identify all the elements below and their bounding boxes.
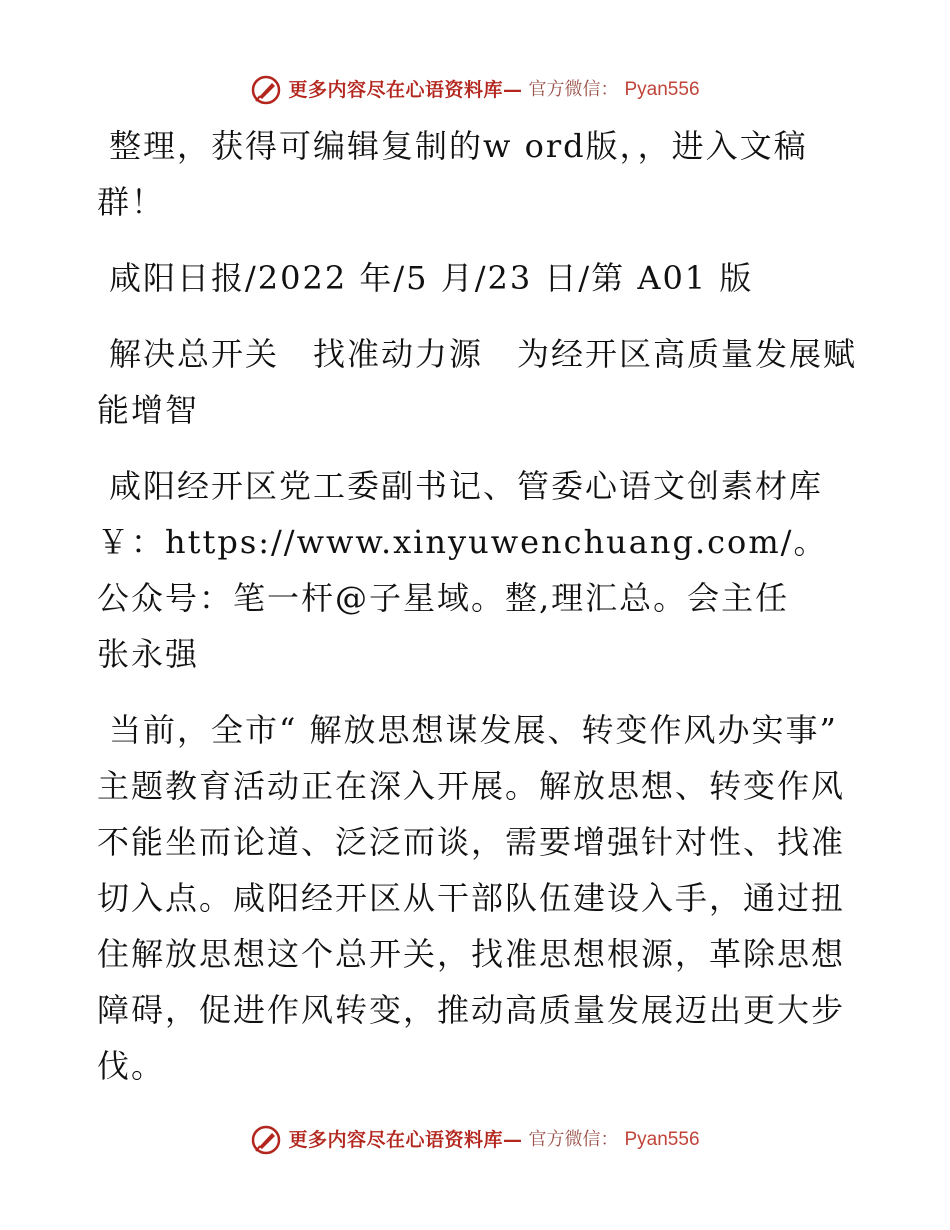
banner-promo-text: 更多内容尽在心语资料库—	[288, 79, 523, 101]
quill-logo-icon	[250, 1124, 282, 1156]
banner-wechat-id: Pyan556	[624, 79, 700, 100]
source-line: 咸阳日报/2022 年/5 月/23 日/第 A01 版	[109, 259, 754, 297]
banner-wechat-id: Pyan556	[624, 1129, 700, 1150]
body-paragraph: 当前，全市“ 解放思想谋发展、转变作风办实事” 主题教育活动正在深入开展。解放思想、转变作风不能坐而论道、泛泛而谈，需要增强针对性、找准切入点。咸阳经开区从干部队伍建设入手，通过扭住解放思想这个总开关，找准思想根源，革除思想障碍，促进作风转变，推动高质量发展迈出更大步伐。	[97, 711, 846, 1085]
header-watermark-banner	[0, 70, 950, 110]
article-title: 解决总开关 找准动力源 为经开区高质量发展赋能增智	[97, 335, 858, 429]
footer-watermark-banner	[0, 1120, 950, 1160]
intro-paragraph: 整理，获得可编辑复制的w ord版，，进入文稿群！	[97, 127, 808, 221]
quill-logo-icon	[250, 74, 282, 106]
banner-official-label: 官方微信：	[528, 1129, 619, 1150]
banner-promo-text: 更多内容尽在心语资料库—	[288, 1129, 523, 1151]
banner-official-label: 官方微信：	[528, 79, 619, 100]
document-body	[97, 118, 857, 1094]
author-line: 咸阳经开区党工委副书记、管委心语文创素材库￥：https://www.xinyuwenchuang.com/。公众号：笔一杆@子星域。整,理汇总。会主任 张永强	[97, 467, 828, 673]
